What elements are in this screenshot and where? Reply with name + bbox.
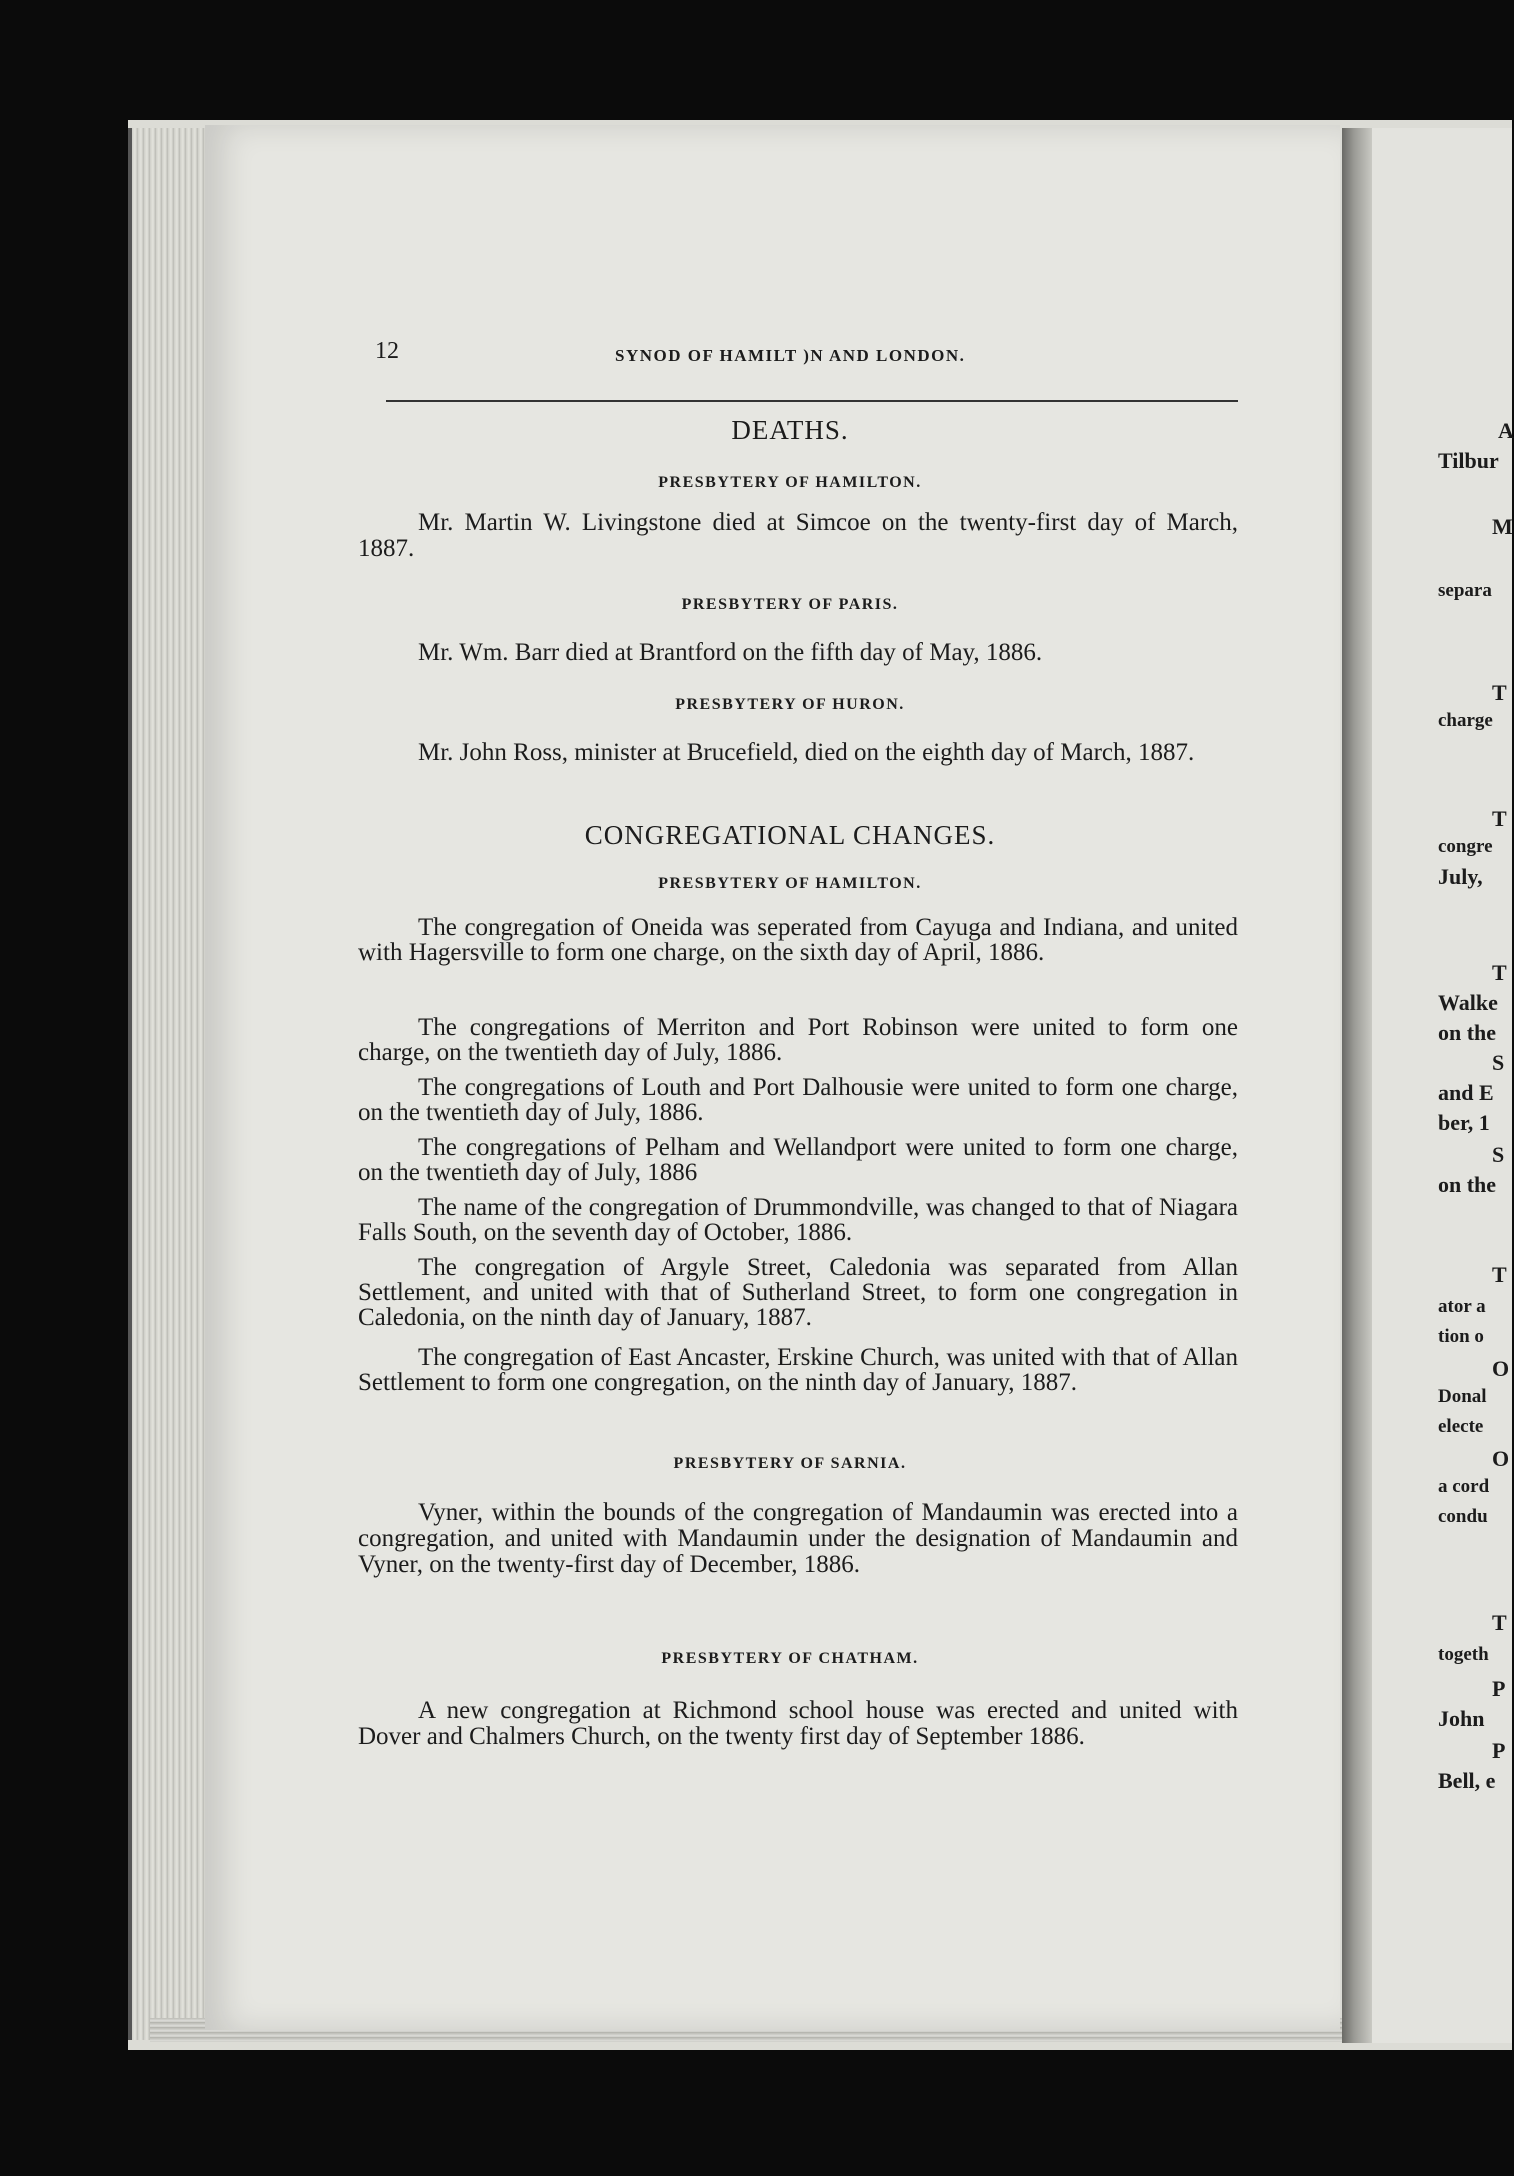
next-page-fragment: Tilbur: [1438, 448, 1499, 473]
next-page-fragment: Walke: [1438, 990, 1498, 1015]
next-page-fragment: charge: [1438, 710, 1493, 731]
hamilton-paragraph: The congregations of Pelham and Wellandport were united to form one charge, on the twentieth day of July, 1886: [358, 1134, 1238, 1186]
header-rule: [386, 400, 1238, 402]
sarnia-paragraph: Vyner, within the bounds of the congregation of Mandaumin was erected into a congregation, and united with Mandaumin under the designation of Mandaumin and Vyner, on the twenty-first day of December, 1886.: [358, 1499, 1238, 1578]
next-page-fragment: Donal: [1438, 1386, 1487, 1407]
hamilton-paragraph: The congregation of Oneida was seperated from Cayuga and Indiana, and united with Hagersville to form one charge, on the sixth day of April, 1886.: [358, 914, 1238, 966]
hamilton-paragraph: The congregations of Louth and Port Dalhousie were united to form one charge, on the twentieth day of July, 1886.: [358, 1074, 1238, 1126]
next-page-fragment: separa: [1438, 580, 1492, 601]
next-page-fragment: P: [1492, 1738, 1506, 1763]
deaths-huron-heading: PRESBYTERY OF HURON.: [675, 696, 905, 713]
next-page-fragment: on the: [1438, 1020, 1497, 1045]
changes-sarnia-heading: PRESBYTERY OF SARNIA.: [673, 1455, 907, 1472]
next-page-fragment: P: [1492, 1676, 1506, 1701]
deaths-huron-text: Mr. John Ross, minister at Brucefield, died on the eighth day of March, 1887.: [418, 739, 1195, 766]
deaths-title: DEATHS.: [731, 415, 849, 445]
deaths-hamilton-text: Mr. Martin W. Livingstone died at Simcoe on the twenty-first day of March, 1887.: [358, 509, 1238, 562]
next-page-fragment: M: [1492, 514, 1513, 539]
next-page-fragment: on the: [1438, 1172, 1497, 1197]
hamilton-paragraph: The congregation of East Ancaster, Erskine Church, was united with that of Allan Settlement to form one congregation, on the ninth day of January, 1887.: [358, 1344, 1238, 1396]
next-page-fragment: congre: [1438, 836, 1493, 857]
next-page-fragment: S: [1492, 1050, 1505, 1075]
next-page-fragment: S: [1492, 1142, 1505, 1167]
next-page-fragment: T: [1492, 806, 1507, 831]
next-page-fragment: togeth: [1438, 1644, 1489, 1665]
page-number: 12: [375, 338, 399, 364]
changes-hamilton-heading: PRESBYTERY OF HAMILTON.: [658, 875, 922, 892]
next-page-fragment: July,: [1438, 864, 1483, 889]
next-page-fragment: ber, 1: [1438, 1110, 1490, 1135]
page-header: [375, 338, 1245, 374]
changes-title: CONGREGATIONAL CHANGES.: [584, 820, 996, 850]
next-page-fragment: T: [1492, 680, 1507, 705]
hamilton-paragraph: The name of the congregation of Drummondville, was changed to that of Niagara Falls South, on the seventh day of October, 1886.: [358, 1194, 1238, 1246]
next-page-fragment: T: [1492, 1262, 1507, 1287]
book-gutter: [1342, 128, 1372, 2043]
next-page-fragment: T: [1492, 960, 1507, 985]
deaths-paris-heading: PRESBYTERY OF PARIS.: [681, 596, 899, 613]
changes-chatham-heading: PRESBYTERY OF CHATHAM.: [661, 1650, 919, 1667]
next-page-fragment: T: [1492, 1610, 1507, 1635]
next-page-fragment: A: [1498, 418, 1514, 443]
chatham-paragraph: A new congregation at Richmond school house was erected and united with Dover and Chalmers Church, on the twenty first day of September 1886.: [358, 1697, 1238, 1750]
hamilton-paragraph: The congregations of Merriton and Port Robinson were united to form one charge, on the twentieth day of July, 1886.: [358, 1014, 1238, 1066]
hamilton-paragraph: The congregation of Argyle Street, Caledonia was separated from Allan Settlement, and united with that of Sutherland Street, to form one congregation in Caledonia, on the ninth day of January, 1887.: [358, 1254, 1238, 1331]
deaths-hamilton-heading: PRESBYTERY OF HAMILTON.: [658, 474, 922, 491]
next-page-fragment: tion o: [1438, 1326, 1484, 1347]
next-page-fragment: electe: [1438, 1416, 1484, 1437]
deaths-paris-text: Mr. Wm. Barr died at Brantford on the fifth day of May, 1886.: [418, 639, 1043, 666]
running-title: SYNOD OF HAMILT )N AND LONDON.: [615, 346, 966, 365]
next-page-fragment: O: [1492, 1446, 1510, 1471]
next-page-fragment: John: [1438, 1706, 1485, 1731]
next-page-fragment: condu: [1438, 1506, 1488, 1527]
next-page-fragment: and E: [1438, 1080, 1494, 1105]
next-page-fragment: ator a: [1438, 1296, 1486, 1317]
next-page-fragment: a cord: [1438, 1476, 1490, 1497]
next-page-fragment: Bell, e: [1438, 1768, 1496, 1793]
next-page-fragment: O: [1492, 1356, 1510, 1381]
